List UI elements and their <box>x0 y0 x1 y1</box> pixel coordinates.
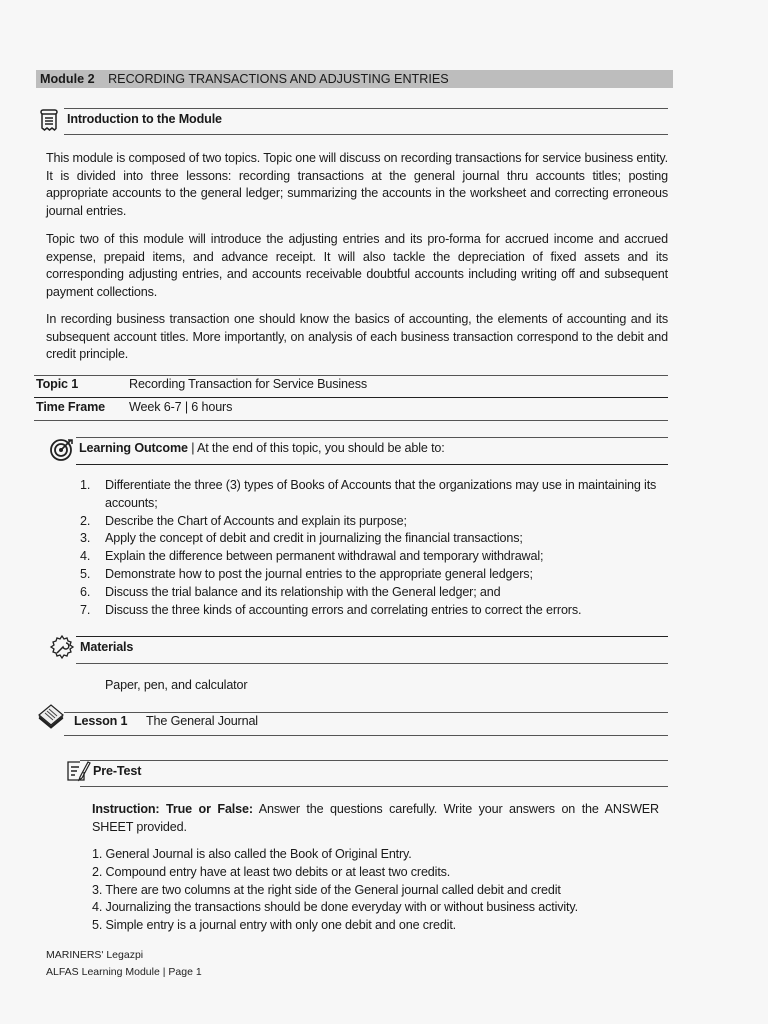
question-item: 5. Simple entry is a journal entry with only one debit and one credit. <box>92 918 457 933</box>
footer-page: ALFAS Learning Module | Page 1 <box>46 966 202 978</box>
pretest-heading: Pre-Test <box>93 764 142 778</box>
time-frame-label: Time Frame <box>36 400 105 414</box>
item-number: 7. <box>80 602 91 617</box>
materials-text: Paper, pen, and calculator <box>105 678 248 692</box>
divider <box>34 375 668 376</box>
receipt-icon <box>38 108 60 132</box>
item-text: Apply the concept of debit and credit in journalizing the financial transactions; <box>105 531 523 546</box>
materials-heading: Materials <box>80 640 134 654</box>
item-number: 5. <box>80 566 91 581</box>
intro-paragraph-2: Topic two of this module will introduce the adjusting entries and its pro-forma for accrued income and accrued expense, prepaid items, and advance receipt. It will also tackle the depreciation of fixed assets and its corresponding adjusting entries, and accounts receivable doubtful accounts including writing off and subsequent payment collections. <box>46 232 668 299</box>
intro-heading: Introduction to the Module <box>67 112 222 126</box>
module-number: Module 2 <box>40 72 95 86</box>
item-text: Discuss the trial balance and its relationship with the General ledger; and <box>105 584 501 599</box>
item-number: 3. <box>80 531 91 546</box>
item-text: Discuss the three kinds of accounting errors and correlating entries to correct the errors. <box>105 602 582 617</box>
pretest-instruction <box>92 801 659 836</box>
instruction-label: Instruction: True or False: <box>92 802 253 816</box>
intro-paragraph-1: This module is composed of two topics. Topic one will discuss on recording transactions for service business entity. It is divided into three lessons: recording transactions at the general journal thru accounts titles; posting appropriate accounts to the general ledger; summarizing the accounts in the worksheet and correcting erroneous journal entries. <box>46 151 668 218</box>
divider <box>80 786 668 787</box>
question-item: 1. General Journal is also called the Book of Original Entry. <box>92 847 412 861</box>
item-text: Demonstrate how to post the journal entries to the appropriate general ledgers; <box>105 566 533 581</box>
divider <box>64 134 668 135</box>
module-title-bar <box>36 70 673 88</box>
question-item: 2. Compound entry have at least two debits or at least two credits. <box>92 864 451 879</box>
divider <box>76 663 668 664</box>
item-number: 6. <box>80 584 91 599</box>
list-item <box>80 477 670 513</box>
footer-school: MARINERS' Legazpi <box>46 949 144 961</box>
pretest-questions <box>92 846 578 935</box>
time-frame-value: Week 6-7 | 6 hours <box>129 400 233 414</box>
divider <box>76 464 668 465</box>
divider <box>80 760 668 761</box>
learning-outcome-heading <box>79 441 445 455</box>
edit-list-icon <box>66 760 92 782</box>
item-text: Differentiate the three (3) types of Books of Accounts that the organizations may use in maintaining its accounts; <box>105 478 657 510</box>
gear-wrench-icon <box>48 634 76 660</box>
learning-outcome-subtitle: | At the end of this topic, you should be able to: <box>187 441 445 455</box>
divider <box>64 108 668 109</box>
stack-of-papers-icon <box>37 703 65 729</box>
divider <box>34 420 668 421</box>
item-text: Explain the difference between permanent withdrawal and temporary withdrawal; <box>105 549 544 564</box>
topic-value: Recording Transaction for Service Business <box>129 377 367 391</box>
question-item: 3. There are two columns at the right side of the General journal called debit and credit <box>92 882 561 897</box>
list-item <box>80 513 670 531</box>
divider <box>76 636 668 637</box>
intro-paragraph-3: In recording business transaction one should know the basics of accounting, the elements of accounting and its subsequent account titles. More importantly, on analysis of each business transaction correspond to the debit and credit principle. <box>46 312 668 361</box>
divider <box>76 437 668 438</box>
item-number: 1. <box>80 478 91 492</box>
item-text: Describe the Chart of Accounts and explain its purpose; <box>105 513 407 528</box>
divider <box>34 397 668 398</box>
instruction-text: Answer the questions carefully. Write your answers on the ANSWER SHEET provided. <box>92 802 659 834</box>
topic-label: Topic 1 <box>36 377 79 391</box>
list-item <box>80 548 670 566</box>
item-number: 4. <box>80 549 91 564</box>
item-number: 2. <box>80 513 91 528</box>
lesson-label: Lesson 1 <box>74 714 128 728</box>
list-item <box>80 602 670 620</box>
learning-outcome-title: Learning Outcome <box>79 441 188 455</box>
divider <box>64 735 668 736</box>
list-item <box>80 566 670 584</box>
lesson-title: The General Journal <box>146 714 258 728</box>
target-icon <box>49 437 75 461</box>
question-item: 4. Journalizing the transactions should be done everyday with or without business activity. <box>92 900 578 915</box>
list-item <box>80 584 670 602</box>
list-item <box>80 530 670 548</box>
divider <box>64 712 668 713</box>
module-title: RECORDING TRANSACTIONS AND ADJUSTING ENTRIES <box>108 72 449 86</box>
learning-outcome-list <box>80 477 670 619</box>
